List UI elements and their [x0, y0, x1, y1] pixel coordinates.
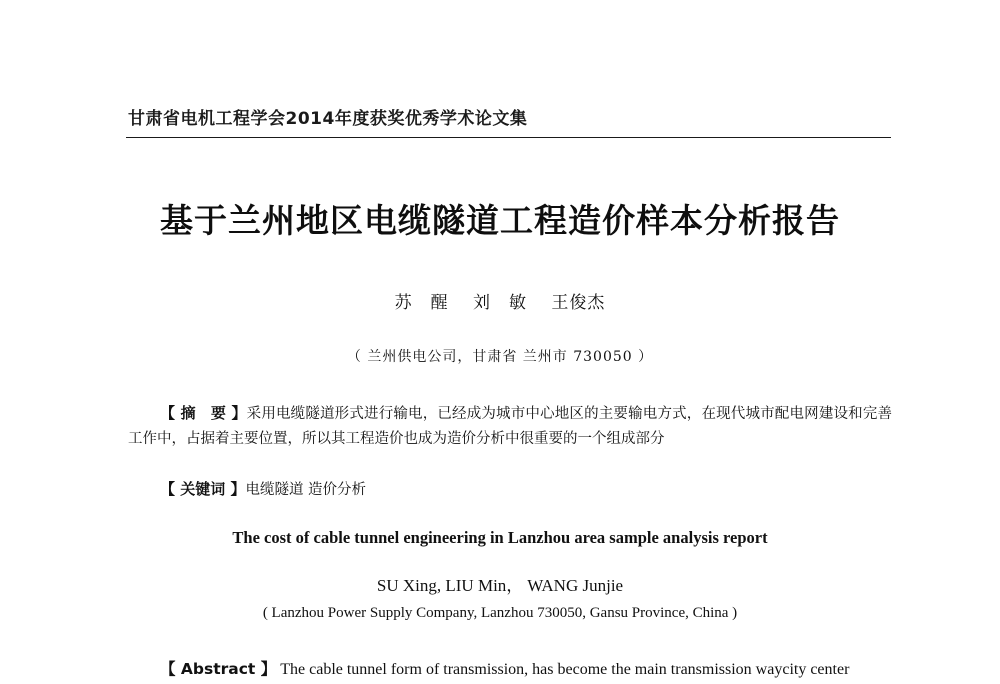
paper-title-en: The cost of cable tunnel engineering in Lanzhou area sample analysis report: [232, 528, 768, 547]
header-rule: [126, 137, 891, 138]
author-cn: 王俊杰: [551, 293, 606, 313]
authors-en: SU Xing, LIU Min， WANG Junjie: [376, 576, 624, 595]
keywords-cn-label: 【 关键词 】: [160, 480, 246, 498]
paper-title-cn: 基于兰州地区电缆隧道工程造价样本分析报告: [160, 201, 840, 240]
authors-cn: [0, 288, 1000, 313]
abstract-cn-indent: [128, 406, 160, 422]
keywords-cn: [160, 478, 366, 499]
abstract-en: [160, 657, 849, 679]
abstract-cn: [128, 401, 892, 452]
affiliation-cn: （ 兰州供电公司，甘肃省 兰州市 730050 ）: [346, 349, 654, 365]
abstract-en-label: 【 Abstract 】: [160, 660, 277, 678]
affiliation-en: ( Lanzhou Power Supply Company, Lanzhou 730050, Gansu Province, China ): [262, 605, 738, 621]
abstract-cn-label: 【 摘 要 】: [160, 404, 247, 422]
author-cn: 苏 醒: [394, 293, 449, 313]
abstract-cn-text: 采用电缆隧道形式进行输电，已经成为城市中心地区的主要输电方式，在现代城市配电网建设和完善工作中，占据着主要位置，所以其工程造价也成为造价分析中很重要的一个组成部分: [128, 406, 893, 447]
keywords-cn-text: 电缆隧道 造价分析: [245, 482, 367, 498]
author-cn: 刘 敏: [473, 293, 527, 313]
abstract-en-text: The cable tunnel form of transmission, has become the main transmission waycity center: [280, 661, 850, 678]
journal-header: 甘肃省电机工程学会2014年度获奖优秀学术论文集: [128, 109, 528, 129]
